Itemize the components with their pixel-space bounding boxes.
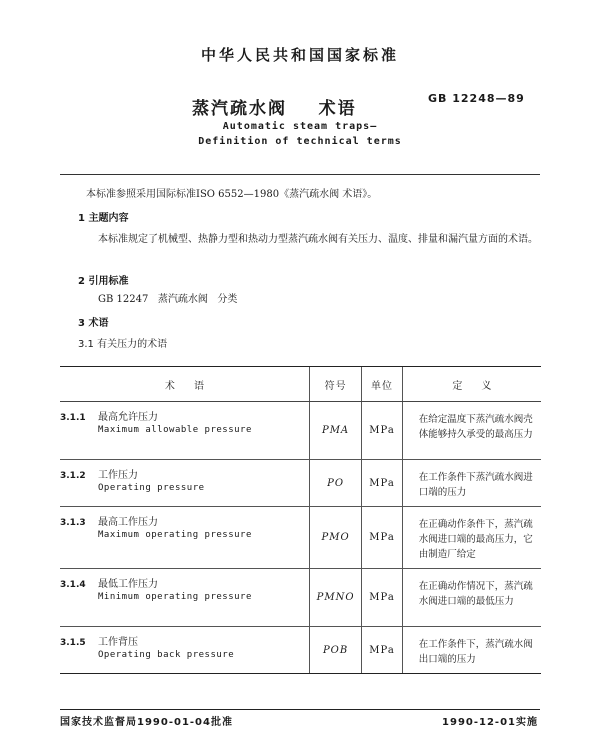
term-unit: MPa: [362, 460, 402, 507]
effective-date: 1990-12-01实施: [442, 717, 538, 728]
term-definition: 在工作条件下，蒸汽疏水阀出口端的压力: [418, 639, 533, 665]
term-cn: 工作背压: [98, 637, 138, 648]
term-number: 3.1.3: [60, 518, 86, 528]
term-en: Minimum operating pressure: [98, 592, 252, 602]
term-en: Maximum allowable pressure: [98, 425, 252, 435]
term-symbol: POB: [309, 627, 361, 674]
pressure-terms-table: [60, 366, 541, 674]
term-number: 3.1.4: [60, 580, 86, 590]
intro-paragraph: 本标准参照采用国际标准ISO 6552—1980《蒸汽疏水阀 术语》。: [86, 189, 378, 200]
header-divider: [60, 174, 540, 175]
issuing-body: 中华人民共和国国家标准: [200, 46, 399, 64]
term-cn: 最低工作压力: [98, 579, 158, 590]
table-row: [60, 460, 541, 507]
term-definition: 在正确动作条件下，蒸汽疏水阀进口端的最高压力，它由制造厂给定: [418, 519, 533, 560]
approval-date: 国家技术监督局1990-01-04批准: [60, 717, 233, 728]
section-2-heading: 2 引用标准: [78, 276, 129, 287]
section-2-reference: GB 12247 蒸汽疏水阀 分类: [98, 294, 238, 305]
term-number: 3.1.5: [60, 638, 86, 648]
term-unit: MPa: [362, 627, 402, 674]
term-number: 3.1.1: [60, 413, 86, 423]
table-header-row: [60, 367, 541, 402]
term-symbol: PO: [309, 460, 361, 507]
document-title-cn: 蒸汽疏水阀 术语: [192, 99, 357, 119]
term-en: Operating pressure: [98, 483, 205, 493]
table-row: [60, 627, 541, 674]
term-cn: 工作压力: [98, 470, 138, 481]
header-term: 术 语: [60, 367, 309, 402]
header-unit: 单位: [362, 367, 402, 402]
term-unit: MPa: [362, 507, 402, 569]
term-cn: 最高工作压力: [98, 517, 158, 528]
term-definition: 在正确动作情况下，蒸汽疏水阀进口端的最低压力: [418, 581, 533, 607]
term-en: Maximum operating pressure: [98, 530, 252, 540]
term-symbol: PMO: [309, 507, 361, 569]
term-symbol: PMNO: [309, 569, 361, 627]
table-row: [60, 402, 541, 460]
term-cn: 最高允许压力: [98, 412, 158, 423]
document-title-en-line2: Definition of technical terms: [198, 136, 402, 147]
document-title-en-line1: Automatic steam traps—: [222, 121, 378, 132]
term-number: 3.1.2: [60, 471, 86, 481]
footer-divider: [60, 709, 540, 710]
term-symbol: PMA: [309, 402, 361, 460]
term-definition: 在工作条件下蒸汽疏水阀进口端的压力: [418, 472, 533, 498]
term-unit: MPa: [362, 402, 402, 460]
header-definition: 定 义: [402, 367, 541, 402]
section-1-heading: 1 主题内容: [78, 213, 129, 224]
standard-code: GB 12248—89: [428, 92, 525, 105]
term-definition: 在给定温度下蒸汽疏水阀壳体能够持久承受的最高压力: [418, 414, 533, 440]
section-3-heading: 3 术语: [78, 318, 109, 329]
term-en: Operating back pressure: [98, 650, 235, 660]
term-unit: MPa: [362, 569, 402, 627]
section-1-text: 本标准规定了机械型、热静力型和热动力型蒸汽疏水阀有关压力、温度、排量和漏汽量方面的术语。: [98, 234, 538, 245]
header-symbol: 符号: [309, 367, 361, 402]
table-row: [60, 569, 541, 627]
section-3-1-heading: 3.1 有关压力的术语: [78, 339, 168, 350]
table-row: [60, 507, 541, 569]
